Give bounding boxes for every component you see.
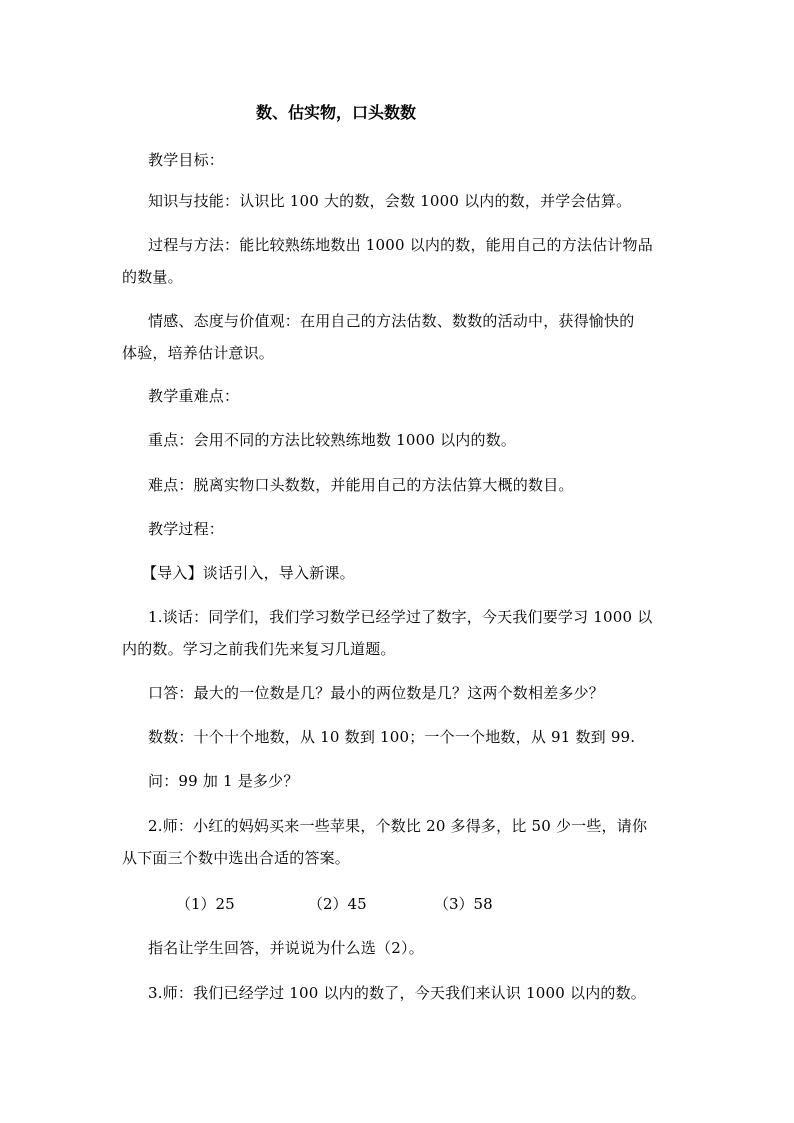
objective-emotion-line-2: 体验，培养估计意识。: [122, 344, 275, 362]
objective-emotion-line-1: 情感、态度与价值观：在用自己的方法估数、数数的活动中，获得愉快的: [148, 312, 635, 330]
step2-line-2: 从下面三个数中选出合适的答案。: [122, 849, 351, 867]
keypoint-main: 重点：会用不同的方法比较熟练地数 1000 以内的数。: [148, 431, 517, 449]
step2-line-1: 2.师：小红的妈妈买来一些苹果，个数比 20 多得多，比 50 少一些，请你: [148, 817, 648, 835]
objectives-heading: 教学目标：: [148, 151, 225, 169]
keypoint-difficult: 难点：脱离实物口头数数，并能用自己的方法估算大概的数目。: [148, 476, 574, 494]
option-1: （1）25: [176, 895, 235, 913]
process-heading: 教学过程：: [148, 520, 225, 538]
objective-process-line-1: 过程与方法：能比较熟练地数出 1000 以内的数，能用自己的方法估计物品: [148, 236, 653, 254]
step2-answer: 指名让学生回答，并说说为什么选（2）。: [148, 939, 424, 957]
objective-process-line-2: 的数量。: [122, 268, 183, 286]
intro-text: 【导入】谈话引入，导入新课。: [142, 564, 355, 582]
step1-line-1: 1.谈话：同学们，我们学习数学已经学过了数字，今天我们要学习 1000 以: [148, 608, 653, 626]
keypoints-heading: 教学重难点：: [148, 387, 240, 405]
question: 问：99 加 1 是多少？: [148, 772, 299, 790]
step1-line-2: 内的数。学习之前我们先来复习几道题。: [122, 640, 396, 658]
option-2: （2）45: [308, 895, 367, 913]
counting: 数数：十个十个地数，从 10 数到 100；一个一个地数，从 91 数到 99.: [148, 728, 636, 746]
step3: 3.师：我们已经学过 100 以内的数了，今天我们来认识 1000 以内的数。: [148, 984, 646, 1002]
option-3: （3）58: [434, 895, 493, 913]
objective-knowledge: 知识与技能：认识比 100 大的数，会数 1000 以内的数，并学会估算。: [148, 192, 632, 210]
document-title: 数、估实物，口头数数: [256, 103, 417, 122]
oral-answer: 口答：最大的一位数是几？最小的两位数是几？这两个数相差多少？: [148, 684, 605, 702]
